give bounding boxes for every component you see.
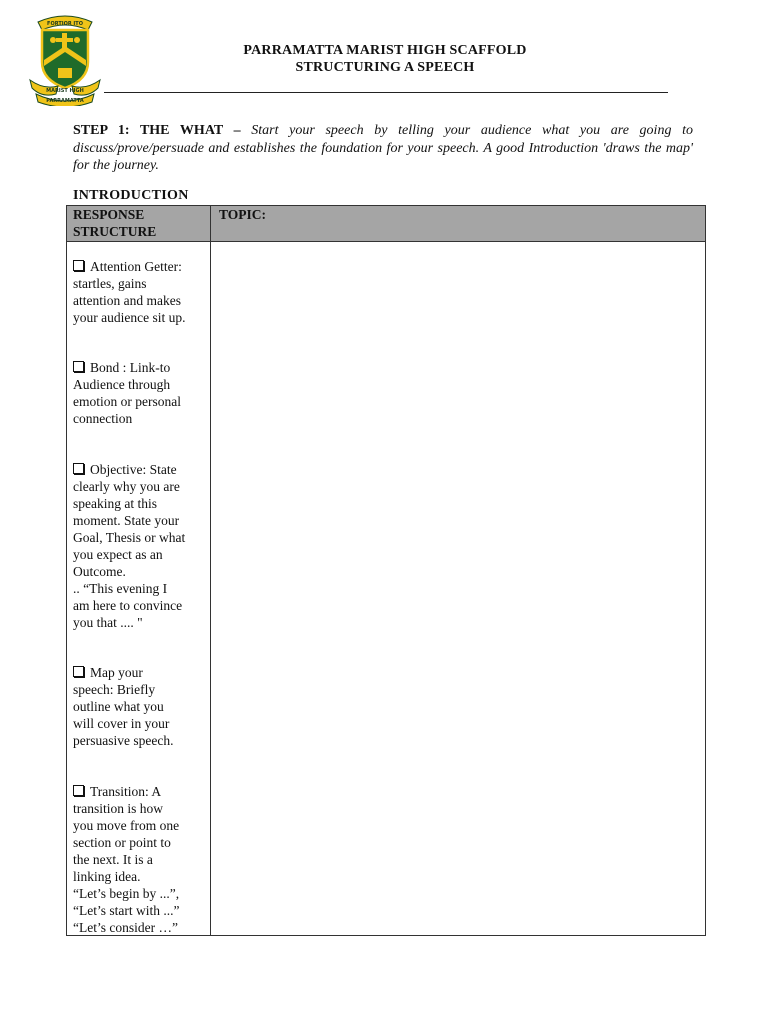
crest-name: MARIST HIGH bbox=[46, 88, 84, 94]
checkbox-icon[interactable] bbox=[73, 463, 84, 474]
list-item-objective: Objective: State clearly why you are speaking at this moment. State your Goal, Thesis or what you expect as an Outcome. .. “This evening I am here to convince you that .... " bbox=[73, 462, 186, 630]
school-crest-logo bbox=[28, 10, 102, 106]
checkbox-icon[interactable] bbox=[73, 361, 84, 372]
column-header-topic: TOPIC: bbox=[219, 207, 267, 222]
step1-lead: STEP 1: THE WHAT – bbox=[73, 123, 241, 138]
step1-body: Start your speech by telling your audience what you are going to discuss/prove/persuade and establishes the foundation for your speech. A good Introduction 'draws the map' for the journey. bbox=[73, 123, 693, 173]
crest-motto: FORTIOR ITO bbox=[47, 21, 83, 27]
column-divider bbox=[210, 206, 211, 935]
checkbox-icon[interactable] bbox=[73, 666, 84, 677]
list-item-transition: Transition: A transition is how you move from one section or point to the next. It is a linking idea. “Let’s begin by ...”, “Let’s start with ...” “Let’s consider …” bbox=[73, 784, 180, 935]
section-heading: INTRODUCTION bbox=[73, 188, 189, 203]
list-item-bond: Bond : Link-to Audience through emotion or personal connection bbox=[73, 360, 181, 426]
list-item-attention-getter: Attention Getter: startles, gains attention and makes your audience sit up. bbox=[73, 259, 186, 325]
scaffold-table bbox=[66, 205, 706, 936]
checkbox-icon[interactable] bbox=[73, 785, 84, 796]
step1-paragraph bbox=[73, 122, 693, 175]
crest-place: PARRAMATTA bbox=[46, 98, 84, 104]
header-divider bbox=[104, 92, 668, 93]
column-header-response-structure: RESPONSE STRUCTURE bbox=[73, 207, 157, 239]
list-item-map-your-speech: Map your speech: Briefly outline what you will cover in your persuasive speech. bbox=[73, 665, 174, 748]
document-title bbox=[180, 42, 590, 76]
title-line-2: STRUCTURING A SPEECH bbox=[295, 60, 475, 75]
checkbox-icon[interactable] bbox=[73, 260, 84, 271]
title-line-1: PARRAMATTA MARIST HIGH SCAFFOLD bbox=[243, 43, 527, 58]
